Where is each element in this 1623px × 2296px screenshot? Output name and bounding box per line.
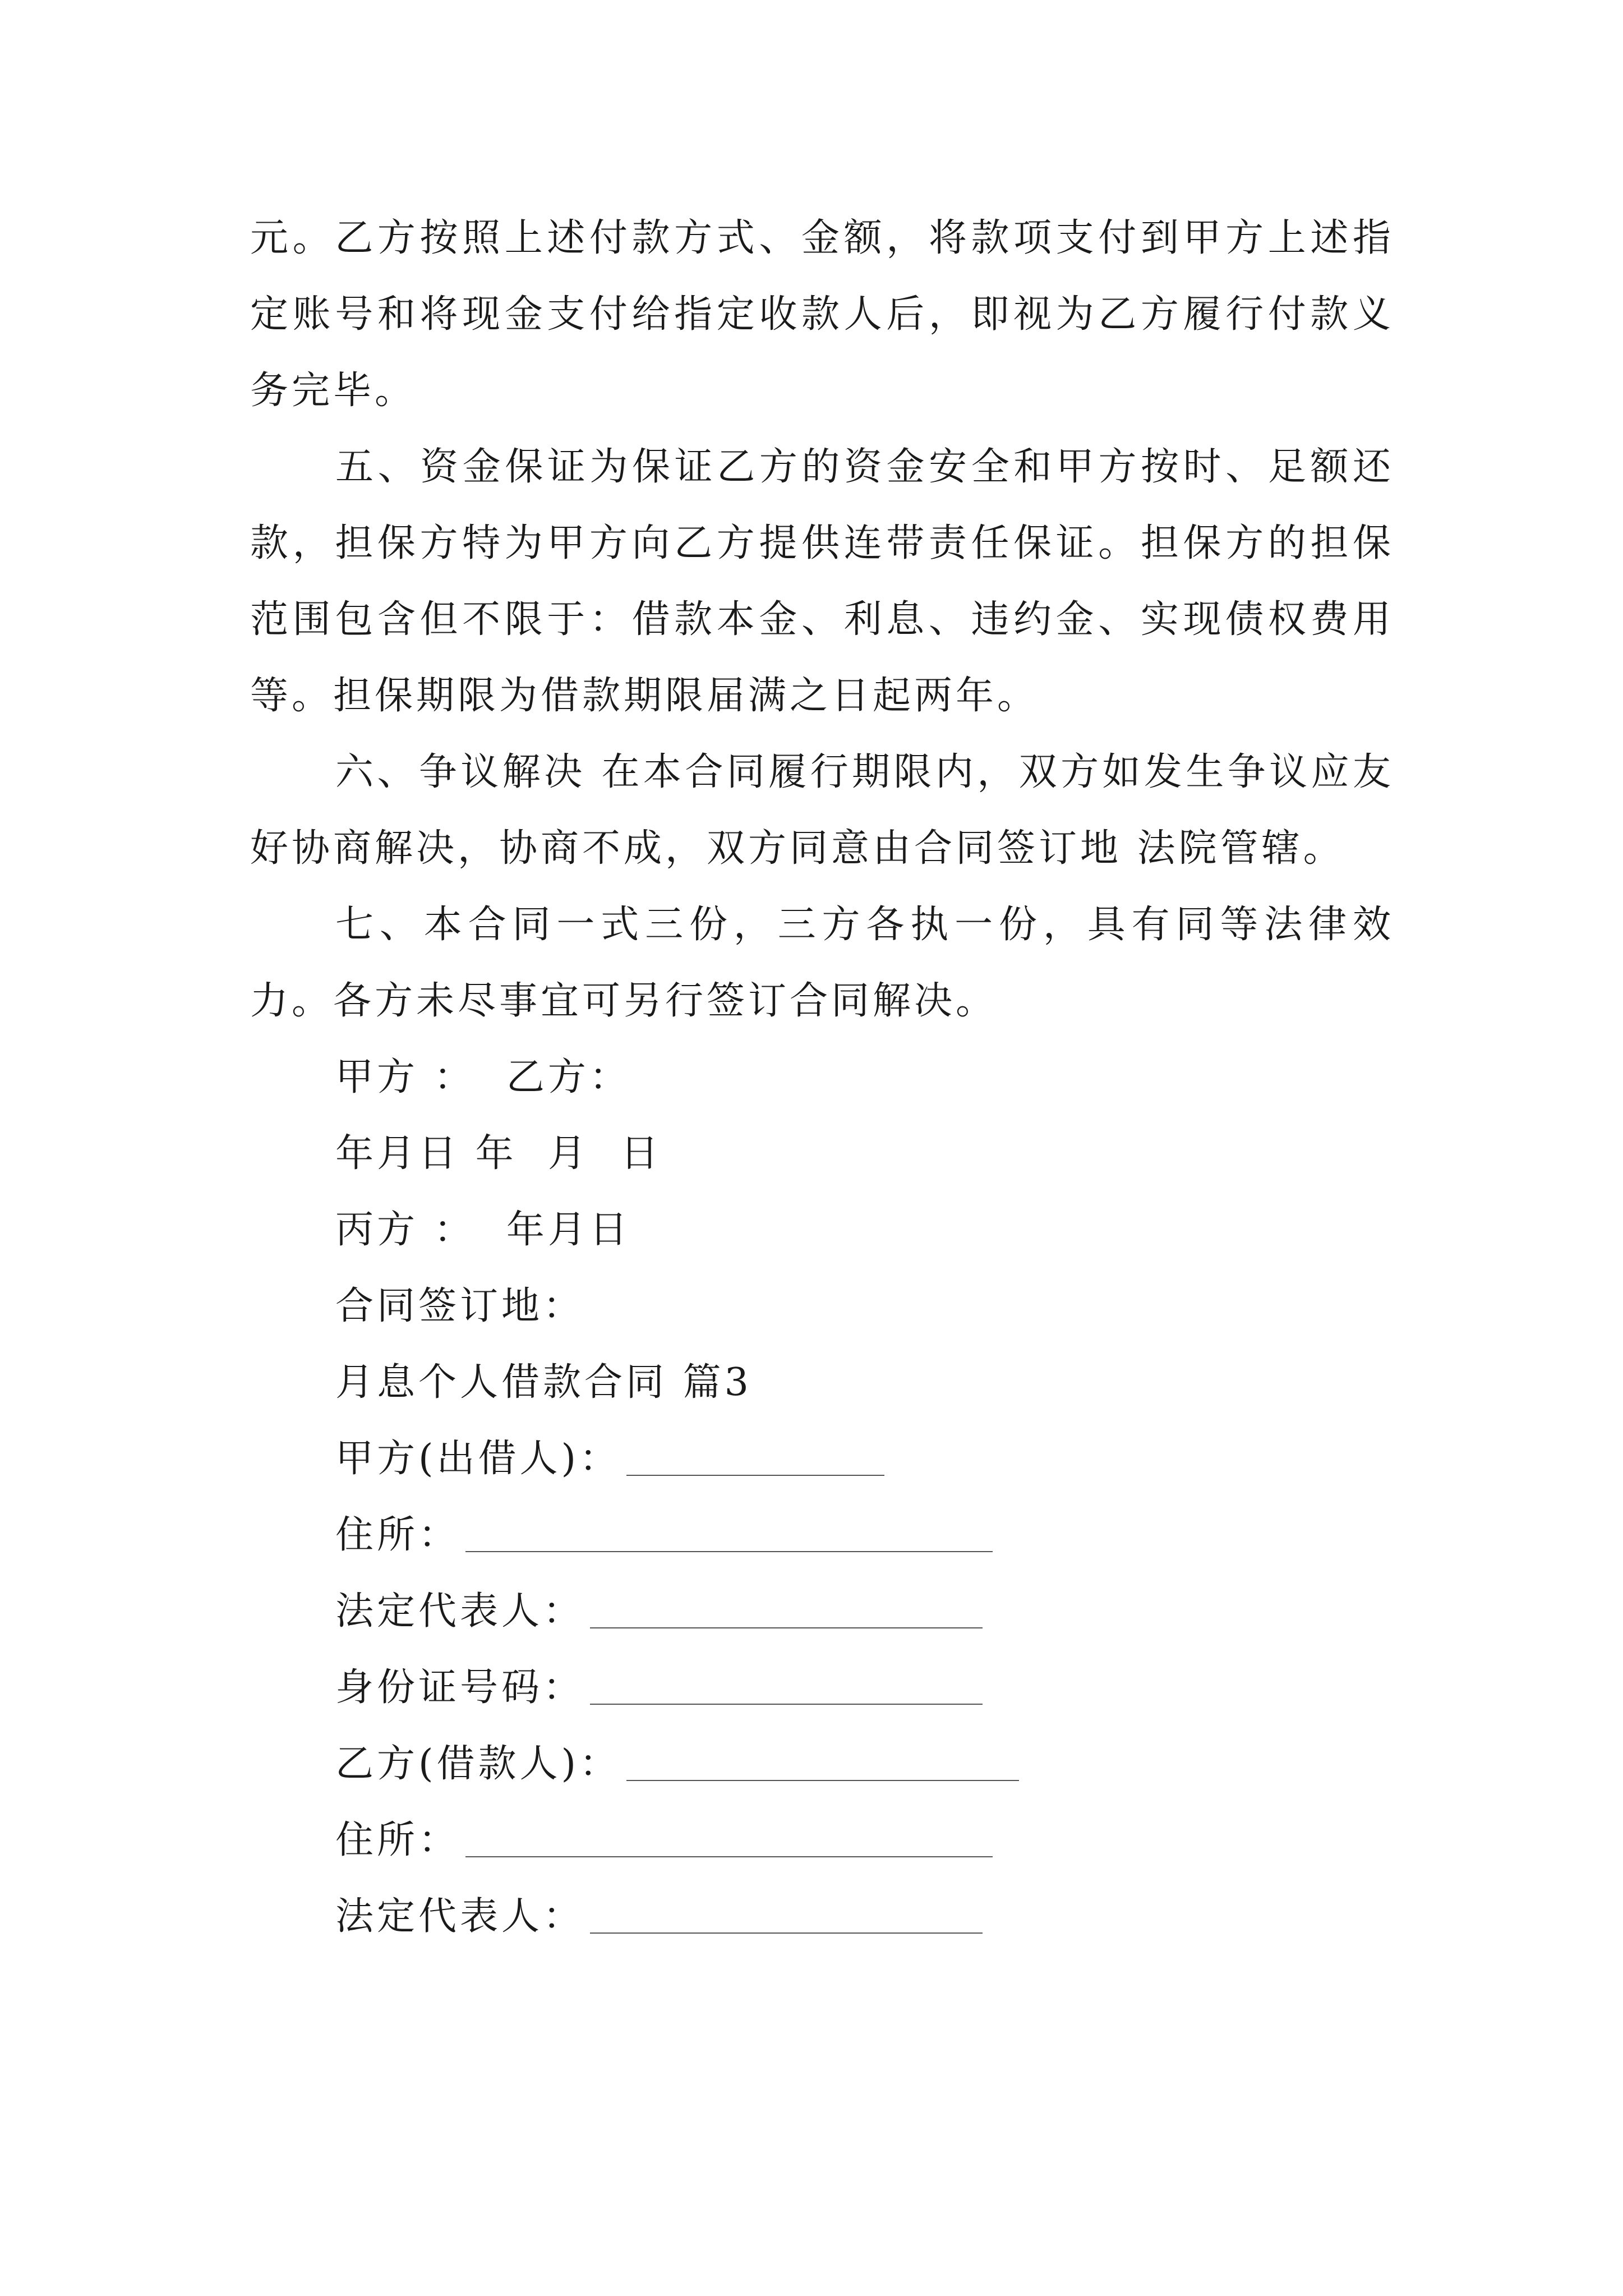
borrower-row [250,1726,1394,1802]
payment-paragraph: 元。乙方按照上述付款方式、金额，将款项支付到甲方上述指定账号和将现金支付给指定收款人后，即视为乙方履行付款义务完毕。 [250,216,1394,413]
lender-id-row [250,1650,1394,1726]
borrower-rep-label: 法定代表人： [335,1894,585,1939]
borrower-address-label: 住所： [335,1818,460,1862]
lender-address-row [250,1497,1394,1573]
signature-line-guarantor: 丙方 ： 年月日 [335,1208,631,1252]
lender-row [250,1421,1394,1497]
lender-blank [626,1442,884,1476]
signature-line-parties: 甲方 ： 乙方： [335,1055,631,1099]
borrower-rep-blank [590,1900,983,1934]
lender-address-blank [465,1519,993,1552]
lender-rep-label: 法定代表人： [335,1589,585,1634]
lender-label: 甲方(出借人)： [335,1437,621,1481]
lender-rep-row [250,1573,1394,1650]
lender-id-label: 身份证号码： [335,1665,585,1710]
lender-address-label: 住所： [335,1513,460,1557]
signature-line-dates: 年月日 年 月 日 [335,1131,662,1176]
borrower-rep-row [250,1879,1394,1955]
section-title: 月息个人借款合同 篇3 [335,1360,752,1405]
borrower-address-row [250,1802,1394,1879]
guarantee-paragraph: 五、资金保证为保证乙方的资金安全和甲方按时、足额还款，担保方特为甲方向乙方提供连带责任保证。担保方的担保范围包含但不限于：借款本金、利息、违约金、实现债权费用等。担保期限为借款期限届满之日起两年。 [250,445,1394,718]
lender-rep-blank [590,1595,983,1628]
dispute-paragraph: 六、争议解决 在本合同履行期限内，双方如发生争议应友好协商解决，协商不成，双方同意由合同签订地 法院管辖。 [250,750,1394,871]
borrower-label: 乙方(借款人)： [335,1742,621,1786]
copies-paragraph: 七、本合同一式三份，三方各执一份，具有同等法律效力。各方未尽事宜可另行签订合同解决。 [250,903,1394,1023]
borrower-address-blank [465,1824,993,1857]
lender-id-blank [590,1671,983,1705]
contract-body [250,200,1394,1955]
borrower-blank [626,1747,1019,1781]
signature-line-place: 合同签订地： [335,1284,585,1328]
